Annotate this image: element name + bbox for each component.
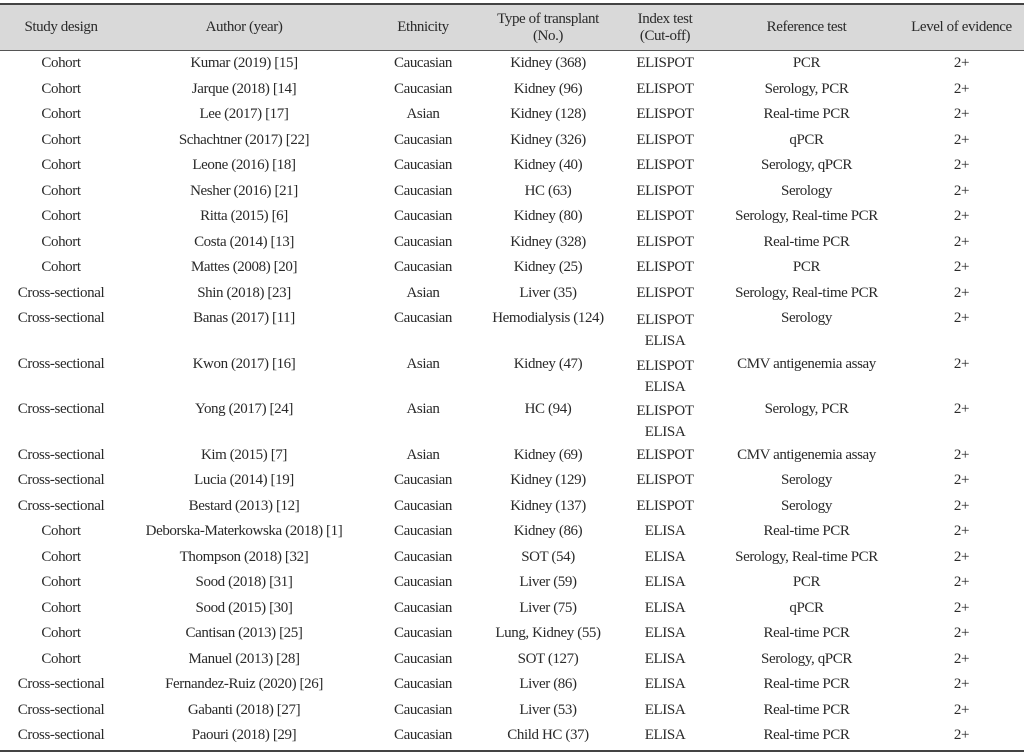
- cell-ethnicity: Caucasian: [393, 310, 453, 327]
- cell-study-design: Cohort: [41, 599, 81, 616]
- index-test-value: ELISPOT: [636, 472, 694, 489]
- cell-ethnicity: Asian: [406, 446, 440, 463]
- cell-study-design: Cross-sectional: [17, 284, 105, 301]
- table-row: [0, 519, 1024, 545]
- cell-transplant: Kidney (368): [510, 55, 586, 72]
- cell-ethnicity: Caucasian: [393, 208, 453, 225]
- cell-index-test: [616, 621, 714, 647]
- index-test-value: ELISPOT: [636, 284, 694, 301]
- cell-transplant: Hemodialysis (124): [492, 310, 604, 327]
- cell-reference-test: Real-time PCR: [763, 106, 850, 123]
- cell-ethnicity: Caucasian: [393, 259, 453, 276]
- table-row: [0, 494, 1024, 520]
- cell-reference-test: Serology: [781, 182, 832, 199]
- cell-level-of-evidence: 2+: [953, 523, 970, 540]
- cell-index-test: [616, 570, 714, 596]
- table-row: [0, 77, 1024, 103]
- header-index-line2: (Cut-off): [639, 27, 691, 44]
- index-test-value: ELISPOT: [636, 182, 694, 199]
- cell-study-design: Cohort: [41, 650, 81, 667]
- cell-index-test: [616, 281, 714, 307]
- cell-ethnicity: Caucasian: [393, 80, 453, 97]
- cell-study-design: Cross-sectional: [17, 355, 105, 372]
- cell-level-of-evidence: 2+: [953, 676, 970, 693]
- index-test-value: ELISPOT: [636, 208, 694, 225]
- table-row: [0, 281, 1024, 307]
- cell-reference-test: PCR: [792, 574, 821, 591]
- cell-reference-test: Real-time PCR: [763, 523, 850, 540]
- cell-index-test: [616, 230, 714, 256]
- cell-transplant: Kidney (137): [510, 497, 586, 514]
- cell-index-test: [616, 494, 714, 520]
- cell-author-year: Kumar (2019) [15]: [190, 55, 298, 72]
- cell-level-of-evidence: 2+: [953, 208, 970, 225]
- index-test-value: ELISPOT: [636, 259, 694, 276]
- cell-ethnicity: Caucasian: [393, 523, 453, 540]
- cell-author-year: Bestard (2013) [12]: [188, 497, 300, 514]
- cell-reference-test: Real-time PCR: [763, 701, 850, 718]
- cell-index-test: [616, 153, 714, 179]
- cell-index-test: [616, 352, 714, 398]
- cell-transplant: Kidney (96): [513, 80, 583, 97]
- cell-author-year: Paouri (2018) [29]: [191, 727, 297, 744]
- cell-transplant: Kidney (47): [513, 355, 583, 372]
- header-type-of-transplant: [480, 5, 616, 50]
- cell-study-design: Cohort: [41, 182, 81, 199]
- header-reference-test: Reference test: [766, 19, 847, 35]
- cell-study-design: Cross-sectional: [17, 727, 105, 744]
- cell-index-test: [616, 698, 714, 724]
- header-type-line1: Type of transplant: [497, 10, 599, 27]
- table-row: [0, 723, 1024, 749]
- index-test-value: ELISA: [644, 523, 686, 540]
- studies-table: [0, 3, 1024, 749]
- cell-transplant: Kidney (326): [510, 131, 586, 148]
- cell-level-of-evidence: 2+: [953, 497, 970, 514]
- cell-transplant: HC (94): [524, 401, 572, 418]
- cell-transplant: Liver (53): [519, 701, 577, 718]
- index-test-value: ELISA: [644, 548, 686, 565]
- index-test-value: ELISA: [644, 424, 686, 440]
- table-header: [0, 3, 1024, 51]
- cell-transplant: Kidney (129): [510, 472, 586, 489]
- table-row: [0, 204, 1024, 230]
- cell-study-design: Cross-sectional: [17, 401, 105, 418]
- table-row: [0, 51, 1024, 77]
- index-test-value: ELISPOT: [636, 446, 694, 463]
- table-row: [0, 230, 1024, 256]
- cell-transplant: Liver (75): [519, 599, 577, 616]
- cell-level-of-evidence: 2+: [953, 157, 970, 174]
- cell-level-of-evidence: 2+: [953, 599, 970, 616]
- cell-study-design: Cohort: [41, 523, 81, 540]
- index-test-value: ELISPOT: [636, 312, 694, 328]
- index-test-value: ELISA: [644, 599, 686, 616]
- index-test-value: ELISA: [644, 701, 686, 718]
- cell-author-year: Manuel (2013) [28]: [188, 650, 300, 667]
- cell-ethnicity: Caucasian: [393, 497, 453, 514]
- table-row: [0, 352, 1024, 398]
- cell-reference-test: Serology, Real-time PCR: [735, 208, 878, 225]
- cell-study-design: Cohort: [41, 157, 81, 174]
- cell-ethnicity: Asian: [406, 401, 440, 418]
- cell-reference-test: Serology, PCR: [764, 80, 849, 97]
- cell-level-of-evidence: 2+: [953, 401, 970, 418]
- cell-study-design: Cross-sectional: [17, 701, 105, 718]
- cell-level-of-evidence: 2+: [953, 446, 970, 463]
- table-row: [0, 128, 1024, 154]
- cell-author-year: Nesher (2016) [21]: [190, 182, 298, 199]
- cell-reference-test: Serology: [781, 472, 832, 489]
- cell-author-year: Kwon (2017) [16]: [192, 355, 296, 372]
- header-index-line1: Index test: [637, 10, 693, 27]
- cell-index-test: [616, 647, 714, 673]
- cell-level-of-evidence: 2+: [953, 355, 970, 372]
- table-row: [0, 468, 1024, 494]
- index-test-value: ELISA: [644, 378, 686, 395]
- cell-reference-test: PCR: [792, 55, 821, 72]
- cell-reference-test: CMV antigenemia assay: [737, 446, 876, 463]
- table-row: [0, 255, 1024, 281]
- cell-index-test: [616, 519, 714, 545]
- cell-reference-test: Serology: [781, 310, 832, 327]
- cell-ethnicity: Caucasian: [393, 574, 453, 591]
- cell-level-of-evidence: 2+: [953, 650, 970, 667]
- cell-study-design: Cohort: [41, 208, 81, 225]
- cell-transplant: Liver (59): [519, 574, 577, 591]
- cell-transplant: Kidney (128): [510, 106, 586, 123]
- table-row: [0, 153, 1024, 179]
- cell-ethnicity: Caucasian: [393, 472, 453, 489]
- cell-ethnicity: Caucasian: [393, 55, 453, 72]
- cell-author-year: Sood (2015) [30]: [195, 599, 293, 616]
- table-row: [0, 621, 1024, 647]
- cell-author-year: Jarque (2018) [14]: [191, 80, 297, 97]
- cell-study-design: Cohort: [41, 55, 81, 72]
- cell-ethnicity: Caucasian: [393, 701, 453, 718]
- cell-ethnicity: Caucasian: [393, 599, 453, 616]
- index-test-value: ELISA: [644, 333, 686, 349]
- table-row: [0, 179, 1024, 205]
- index-test-value: ELISA: [644, 625, 686, 642]
- header-index-test: [616, 5, 714, 50]
- cell-transplant: SOT (54): [521, 548, 575, 565]
- index-test-value: ELISPOT: [636, 131, 694, 148]
- cell-author-year: Deborska-Materkowska (2018) [1]: [145, 523, 343, 540]
- index-test-value: ELISPOT: [636, 80, 694, 97]
- cell-level-of-evidence: 2+: [953, 310, 970, 327]
- cell-reference-test: Real-time PCR: [763, 676, 850, 693]
- cell-author-year: Yong (2017) [24]: [195, 401, 293, 418]
- table-row: [0, 672, 1024, 698]
- cell-author-year: Lucia (2014) [19]: [194, 472, 294, 489]
- cell-level-of-evidence: 2+: [953, 259, 970, 276]
- cell-author-year: Lee (2017) [17]: [199, 106, 289, 123]
- cell-ethnicity: Caucasian: [393, 676, 453, 693]
- cell-ethnicity: Asian: [406, 284, 440, 301]
- table-row: [0, 698, 1024, 724]
- header-level-of-evidence: Level of evidence: [911, 19, 1012, 35]
- cell-author-year: Costa (2014) [13]: [194, 233, 294, 250]
- index-test-value: ELISA: [644, 574, 686, 591]
- cell-index-test: [616, 596, 714, 622]
- cell-ethnicity: Caucasian: [393, 650, 453, 667]
- cell-author-year: Cantisan (2013) [25]: [185, 625, 303, 642]
- table-row: [0, 397, 1024, 443]
- index-test-value: ELISPOT: [636, 497, 694, 514]
- cell-study-design: Cohort: [41, 625, 81, 642]
- cell-index-test: [616, 306, 714, 352]
- table-row: [0, 647, 1024, 673]
- cell-ethnicity: Caucasian: [393, 182, 453, 199]
- cell-ethnicity: Caucasian: [393, 157, 453, 174]
- cell-index-test: [616, 545, 714, 571]
- cell-reference-test: Serology, qPCR: [761, 650, 852, 667]
- cell-level-of-evidence: 2+: [953, 472, 970, 489]
- cell-author-year: Banas (2017) [11]: [193, 310, 295, 327]
- cell-transplant: Child HC (37): [507, 727, 589, 744]
- cell-reference-test: Serology, Real-time PCR: [735, 284, 878, 301]
- cell-level-of-evidence: 2+: [953, 574, 970, 591]
- cell-transplant: Kidney (86): [513, 523, 583, 540]
- cell-transplant: Kidney (25): [513, 259, 583, 276]
- index-test-value: ELISA: [644, 727, 686, 744]
- cell-study-design: Cross-sectional: [17, 497, 105, 514]
- cell-author-year: Schachtner (2017) [22]: [178, 131, 310, 148]
- cell-reference-test: Serology, PCR: [764, 401, 849, 418]
- cell-study-design: Cohort: [41, 233, 81, 250]
- table-row: [0, 570, 1024, 596]
- cell-level-of-evidence: 2+: [953, 701, 970, 718]
- cell-transplant: Kidney (328): [510, 233, 586, 250]
- cell-author-year: Ritta (2015) [6]: [200, 208, 288, 225]
- cell-reference-test: CMV antigenemia assay: [737, 355, 876, 372]
- cell-transplant: Kidney (80): [513, 208, 583, 225]
- cell-reference-test: Serology, qPCR: [761, 157, 852, 174]
- cell-index-test: [616, 672, 714, 698]
- cell-reference-test: Real-time PCR: [763, 727, 850, 744]
- cell-ethnicity: Asian: [406, 355, 440, 372]
- cell-study-design: Cross-sectional: [17, 676, 105, 693]
- table-body: [0, 51, 1024, 749]
- index-test-value: ELISPOT: [636, 403, 694, 419]
- cell-level-of-evidence: 2+: [953, 80, 970, 97]
- cell-level-of-evidence: 2+: [953, 106, 970, 123]
- cell-author-year: Shin (2018) [23]: [197, 284, 291, 301]
- cell-author-year: Mattes (2008) [20]: [190, 259, 298, 276]
- cell-level-of-evidence: 2+: [953, 233, 970, 250]
- cell-study-design: Cohort: [41, 548, 81, 565]
- cell-study-design: Cohort: [41, 259, 81, 276]
- cell-reference-test: Serology: [781, 497, 832, 514]
- cell-reference-test: Real-time PCR: [763, 233, 850, 250]
- cell-author-year: Leone (2016) [18]: [192, 157, 296, 174]
- index-test-value: ELISPOT: [636, 357, 694, 374]
- cell-study-design: Cohort: [41, 106, 81, 123]
- cell-author-year: Thompson (2018) [32]: [179, 548, 309, 565]
- cell-index-test: [616, 204, 714, 230]
- cell-transplant: HC (63): [524, 182, 572, 199]
- cell-index-test: [616, 723, 714, 749]
- cell-index-test: [616, 443, 714, 469]
- cell-ethnicity: Caucasian: [393, 727, 453, 744]
- cell-study-design: Cohort: [41, 80, 81, 97]
- cell-index-test: [616, 397, 714, 443]
- table-row: [0, 443, 1024, 469]
- cell-ethnicity: Caucasian: [393, 625, 453, 642]
- index-test-value: ELISPOT: [636, 157, 694, 174]
- cell-level-of-evidence: 2+: [953, 131, 970, 148]
- cell-level-of-evidence: 2+: [953, 727, 970, 744]
- index-test-value: ELISPOT: [636, 55, 694, 72]
- cell-study-design: Cohort: [41, 574, 81, 591]
- cell-author-year: Kim (2015) [7]: [200, 446, 288, 463]
- table-row: [0, 306, 1024, 352]
- cell-study-design: Cohort: [41, 131, 81, 148]
- table-row: [0, 596, 1024, 622]
- cell-level-of-evidence: 2+: [953, 284, 970, 301]
- cell-reference-test: qPCR: [789, 131, 824, 148]
- cell-index-test: [616, 128, 714, 154]
- cell-author-year: Sood (2018) [31]: [195, 574, 293, 591]
- cell-ethnicity: Caucasian: [393, 233, 453, 250]
- cell-transplant: SOT (127): [517, 650, 579, 667]
- cell-level-of-evidence: 2+: [953, 182, 970, 199]
- cell-ethnicity: Caucasian: [393, 131, 453, 148]
- index-test-value: ELISA: [644, 650, 686, 667]
- cell-reference-test: PCR: [792, 259, 821, 276]
- table-row: [0, 102, 1024, 128]
- cell-study-design: Cross-sectional: [17, 446, 105, 463]
- index-test-value: ELISA: [644, 676, 686, 693]
- header-type-line2: (No.): [532, 27, 564, 44]
- cell-transplant: Kidney (40): [513, 157, 583, 174]
- cell-study-design: Cross-sectional: [17, 310, 105, 327]
- index-test-value: ELISPOT: [636, 106, 694, 123]
- cell-reference-test: Serology, Real-time PCR: [735, 548, 878, 565]
- cell-index-test: [616, 179, 714, 205]
- index-test-value: ELISPOT: [636, 233, 694, 250]
- cell-level-of-evidence: 2+: [953, 55, 970, 72]
- cell-transplant: Liver (86): [519, 676, 577, 693]
- cell-ethnicity: Asian: [406, 106, 440, 123]
- table-row: [0, 545, 1024, 571]
- cell-transplant: Kidney (69): [513, 446, 583, 463]
- cell-reference-test: Real-time PCR: [763, 625, 850, 642]
- cell-index-test: [616, 77, 714, 103]
- cell-index-test: [616, 102, 714, 128]
- cell-level-of-evidence: 2+: [953, 548, 970, 565]
- header-study-design: Study design: [24, 19, 98, 35]
- cell-level-of-evidence: 2+: [953, 625, 970, 642]
- cell-author-year: Gabanti (2018) [27]: [187, 701, 301, 718]
- cell-index-test: [616, 255, 714, 281]
- cell-study-design: Cross-sectional: [17, 472, 105, 489]
- header-ethnicity: Ethnicity: [397, 19, 449, 35]
- cell-index-test: [616, 51, 714, 77]
- cell-index-test: [616, 468, 714, 494]
- cell-ethnicity: Caucasian: [393, 548, 453, 565]
- cell-author-year: Fernandez-Ruiz (2020) [26]: [165, 676, 323, 693]
- cell-transplant: Liver (35): [519, 284, 577, 301]
- header-author-year: Author (year): [205, 19, 283, 35]
- cell-reference-test: qPCR: [789, 599, 824, 616]
- cell-transplant: Lung, Kidney (55): [495, 625, 601, 642]
